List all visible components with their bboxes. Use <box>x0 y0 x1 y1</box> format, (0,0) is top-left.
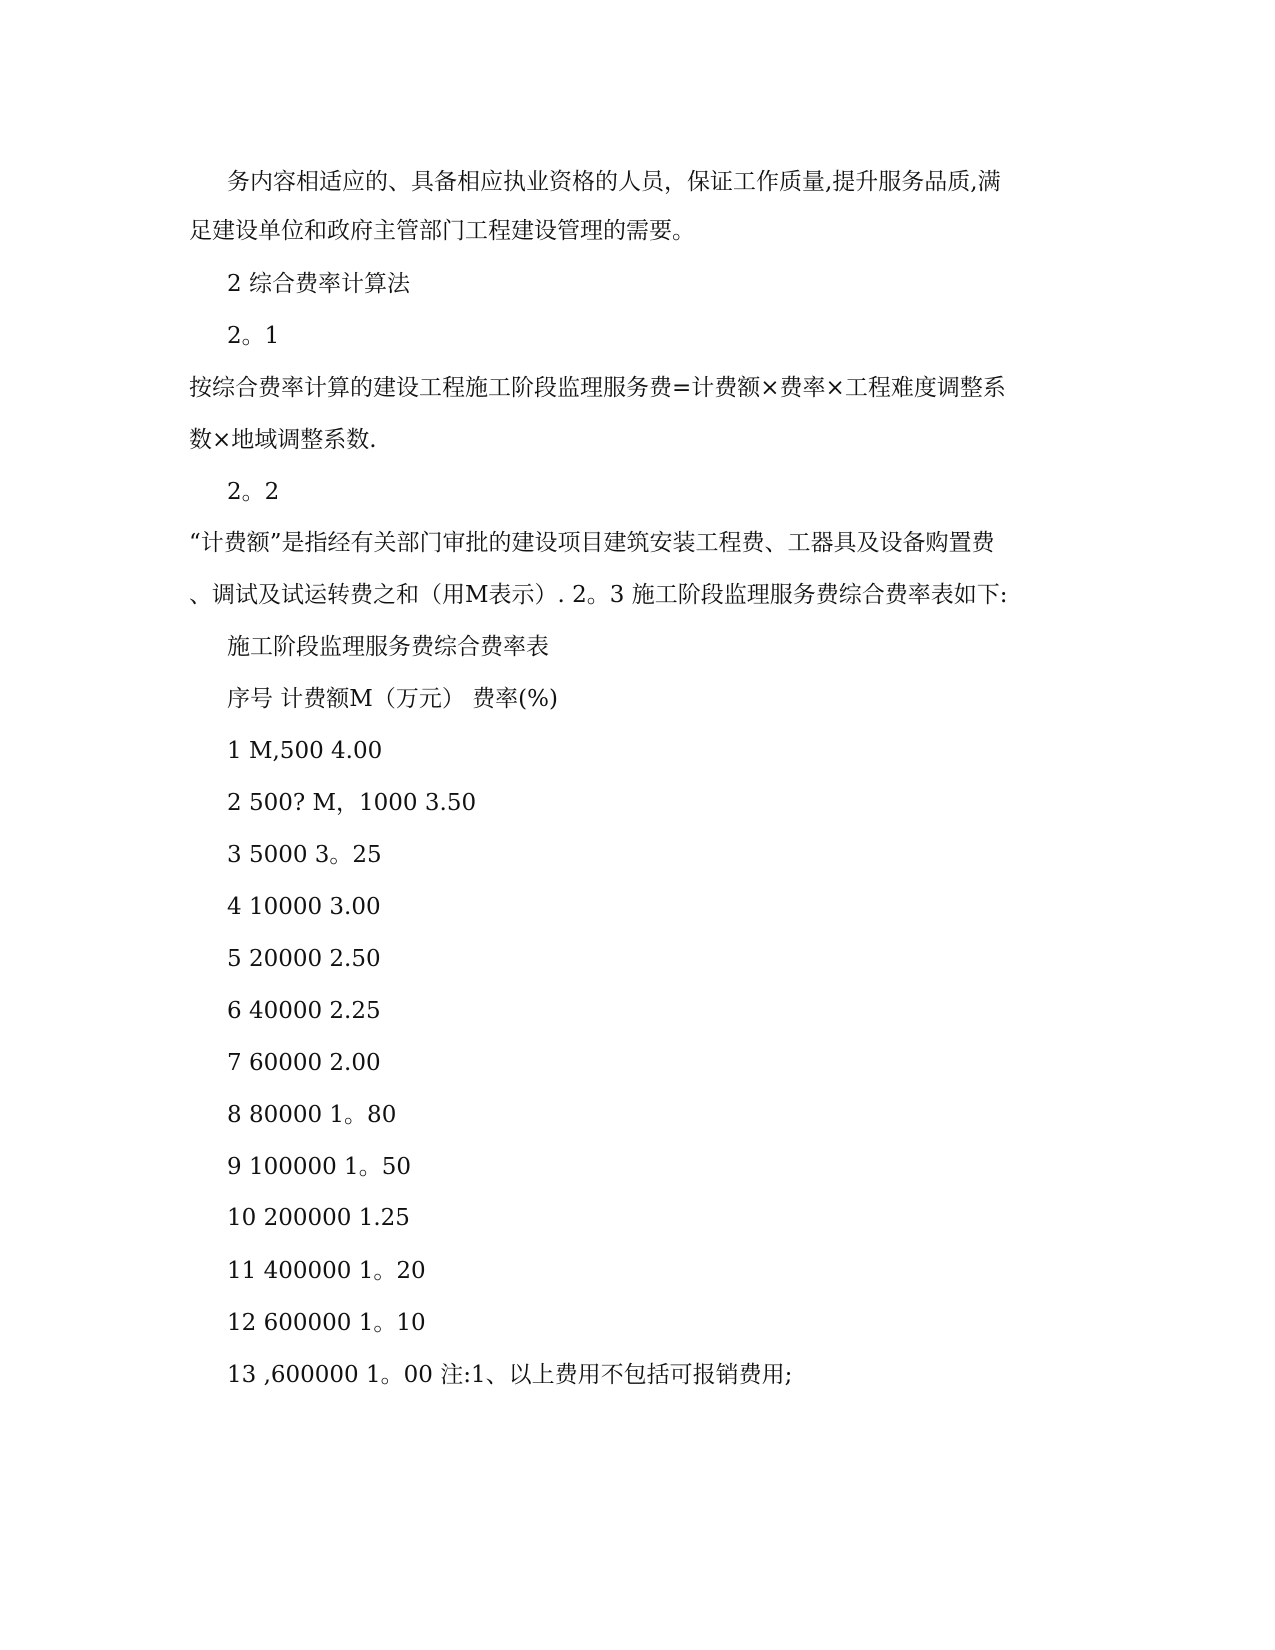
table-row: 7 60000 2.00 <box>227 1050 381 1076</box>
clause-2-2-line-2: 、调试及试运转费之和（用M表示）. 2。3 施工阶段监理服务费综合费率表如下: <box>189 582 1008 608</box>
table-row: 2 500? M，1000 3.50 <box>227 790 477 816</box>
table-row: 12 600000 1。10 <box>227 1310 426 1336</box>
clause-2-1-line-1: 按综合费率计算的建设工程施工阶段监理服务费=计费额×费率×工程难度调整系 <box>189 375 1006 401</box>
table-row: 13 ,600000 1。00 注:1、以上费用不包括可报销费用; <box>227 1362 793 1388</box>
table-row: 3 5000 3。25 <box>227 842 382 868</box>
table-header: 序号 计费额M（万元） 费率(%) <box>227 686 558 712</box>
section-heading: 2 综合费率计算法 <box>227 271 410 297</box>
table-row: 9 100000 1。50 <box>227 1154 411 1180</box>
clause-2-2-line-1: “计费额”是指经有关部门审批的建设项目建筑安装工程费、工器具及设备购置费 <box>189 530 995 556</box>
table-row: 1 M,500 4.00 <box>227 738 383 764</box>
table-row: 8 80000 1。80 <box>227 1102 397 1128</box>
intro-line-1: 务内容相适应的、具备相应执业资格的人员，保证工作质量,提升服务品质,满 <box>227 169 1001 195</box>
table-row: 10 200000 1.25 <box>227 1205 410 1231</box>
table-row: 4 10000 3.00 <box>227 894 381 920</box>
table-title: 施工阶段监理服务费综合费率表 <box>227 634 549 660</box>
intro-line-2: 足建设单位和政府主管部门工程建设管理的需要。 <box>189 218 695 244</box>
table-row: 5 20000 2.50 <box>227 946 381 972</box>
clause-2-1-number: 2。1 <box>227 323 280 349</box>
clause-2-1-line-2: 数×地域调整系数. <box>189 427 377 453</box>
table-row: 6 40000 2.25 <box>227 998 381 1024</box>
table-row: 11 400000 1。20 <box>227 1258 426 1284</box>
clause-2-2-number: 2。2 <box>227 479 280 505</box>
